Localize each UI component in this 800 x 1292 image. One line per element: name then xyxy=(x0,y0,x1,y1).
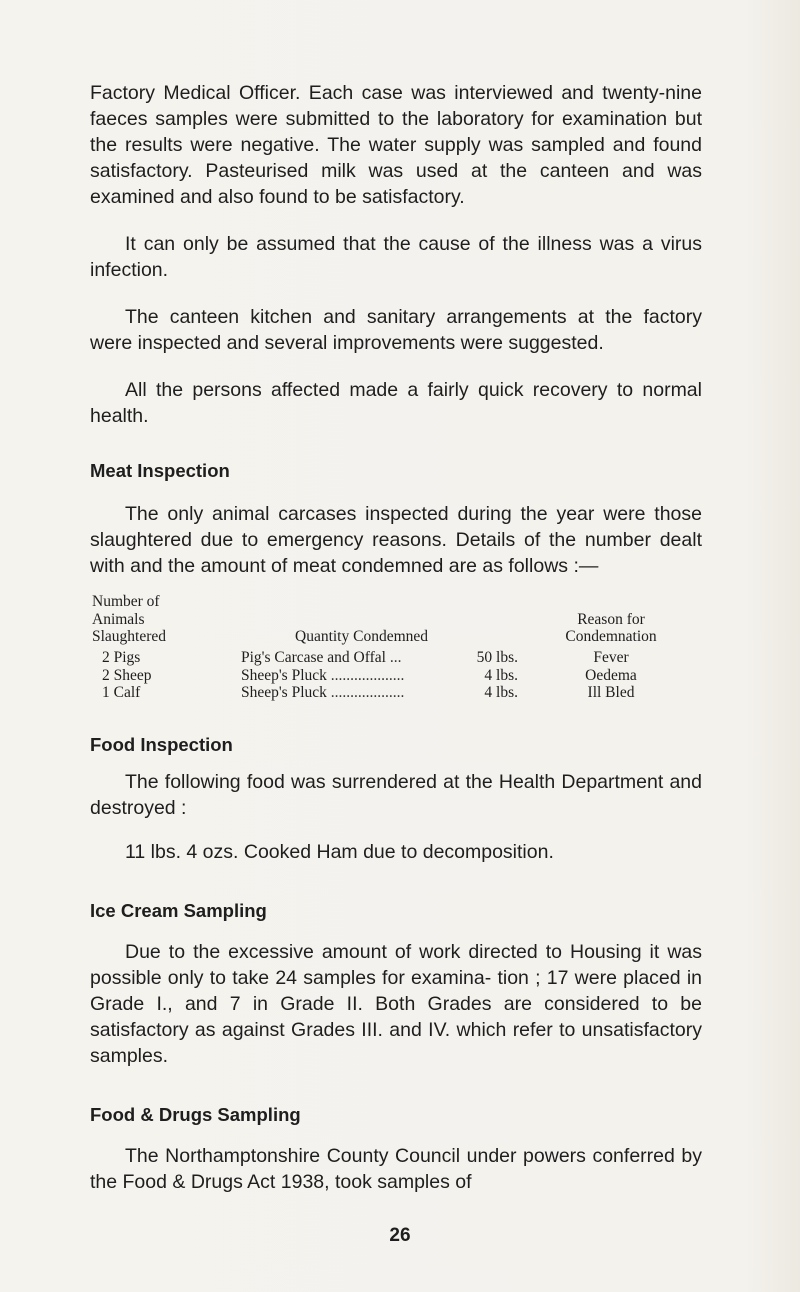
ice-cream-heading: Ice Cream Sampling xyxy=(90,900,267,921)
food-inspection-text: The following food was surrendered at the Health Department and destroyed : xyxy=(90,771,702,819)
table-row: 2 Pigs Pig's Carcase and Offal ... 50 lbs. Fever xyxy=(102,649,629,666)
meat-condemned-table xyxy=(90,593,702,713)
food-inspection-item: 11 lbs. 4 ozs. Cooked Ham due to decomposition. xyxy=(125,841,554,863)
food-inspection-heading: Food Inspection xyxy=(90,734,233,755)
table-row: 2 Sheep Sheep's Pluck ................... 4 lbs. Oedema xyxy=(102,666,637,684)
page-number: 26 xyxy=(389,1225,411,1246)
paragraph-recovery: All the persons affected made a fairly quick recovery to normal health. xyxy=(90,379,702,427)
meat-inspection-text: The only animal carcases inspected during the year were those slaughtered due to emergency reasons. Details of the number dealt with and the amount of meat condemned are as follows :— xyxy=(90,503,702,577)
header-animals: Number of Animals Slaughtered xyxy=(92,593,167,645)
table-row: 1 Calf Sheep's Pluck ................... 4 lbs. Ill Bled xyxy=(102,684,635,701)
ice-cream-text: Due to the excessive amount of work directed to Housing it was possible only to take 24 samples for examina- tion ; 17 were placed in Grade I., and 7 in Grade II. Both Grades are considered to be satisfactory as against Grades III. and IV. which refer to unsatisfactory samples. xyxy=(90,941,702,1067)
paragraph-continuation: Factory Medical Officer. Each case was interviewed and twenty-nine faeces samples were submitted to the laboratory for examination but the results were negative. The water supply was sampled and found satisfactory. Pasteurised milk was used at the canteen and was examined and also found to be satisfactory. xyxy=(90,82,702,208)
header-reason: Reason for Condemnation xyxy=(565,610,657,645)
paragraph-virus: It can only be assumed that the cause of the illness was a virus infection. xyxy=(90,233,702,281)
food-drugs-heading: Food & Drugs Sampling xyxy=(90,1104,301,1125)
food-drugs-text: The Northamptonshire County Council under powers conferred by the Food & Drugs Act 1938, took samples of xyxy=(90,1145,702,1193)
header-quantity: Quantity Condemned xyxy=(295,628,429,645)
paragraph-canteen: The canteen kitchen and sanitary arrangements at the factory were inspected and several improvements were suggested. xyxy=(90,306,702,354)
meat-inspection-heading: Meat Inspection xyxy=(90,460,230,481)
page-content xyxy=(90,80,702,1195)
